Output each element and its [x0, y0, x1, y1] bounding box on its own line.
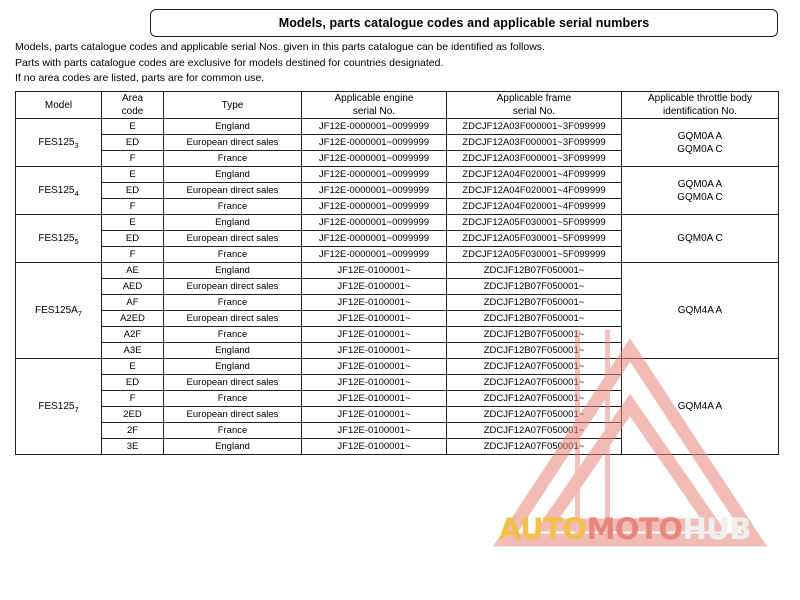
cell-area-code: A3E — [102, 343, 164, 359]
cell-engine-serial: JF12E-0100001~ — [302, 359, 447, 375]
cell-engine-serial: JF12E-0000001~0099999 — [302, 135, 447, 151]
cell-type: England — [164, 439, 302, 455]
col-header-frame-line1: Applicable frame — [496, 93, 572, 104]
throttle-id-line1: GQM4A A — [677, 305, 723, 316]
cell-frame-serial: ZDCJF12A07F050001~ — [447, 391, 622, 407]
cell-area-code: 3E — [102, 439, 164, 455]
cell-area-code: ED — [102, 375, 164, 391]
cell-engine-serial: JF12E-0100001~ — [302, 407, 447, 423]
cell-type: England — [164, 343, 302, 359]
cell-engine-serial: JF12E-0000001~0099999 — [302, 167, 447, 183]
col-header-model: Model — [16, 92, 102, 119]
cell-frame-serial: ZDCJF12A05F030001~5F099999 — [447, 231, 622, 247]
cell-frame-serial: ZDCJF12A07F050001~ — [447, 423, 622, 439]
cell-engine-serial: JF12E-0100001~ — [302, 391, 447, 407]
page-title-box — [150, 9, 778, 37]
cell-frame-serial: ZDCJF12B07F050001~ — [447, 311, 622, 327]
cell-throttle-id — [622, 359, 779, 455]
col-header-engine-serial — [302, 92, 447, 119]
cell-type: France — [164, 327, 302, 343]
col-header-area-code-line2: code — [121, 106, 144, 117]
col-header-throttle-line1: Applicable throttle body — [648, 93, 752, 104]
cell-frame-serial: ZDCJF12A07F050001~ — [447, 407, 622, 423]
page-title: Models, parts catalogue codes and applicable serial numbers — [278, 16, 650, 30]
cell-type: European direct sales — [164, 375, 302, 391]
cell-type: European direct sales — [164, 135, 302, 151]
cell-area-code: A2ED — [102, 311, 164, 327]
models-table — [15, 91, 779, 455]
cell-frame-serial: ZDCJF12A03F000001~3F099999 — [447, 135, 622, 151]
cell-type: England — [164, 119, 302, 135]
cell-frame-serial: ZDCJF12A05F030001~5F099999 — [447, 247, 622, 263]
cell-frame-serial: ZDCJF12A04F020001~4F099999 — [447, 199, 622, 215]
throttle-id-line2: GQM0A C — [677, 191, 723, 203]
col-header-area-code-line1: Area — [121, 93, 144, 104]
cell-model: $FES125_7$ — [16, 359, 102, 455]
cell-frame-serial: ZDCJF12B07F050001~ — [447, 343, 622, 359]
cell-type: France — [164, 391, 302, 407]
cell-type: England — [164, 167, 302, 183]
cell-engine-serial: JF12E-0100001~ — [302, 327, 447, 343]
throttle-id-line1: GQM0A A — [677, 178, 723, 190]
col-header-frame-line2: serial No. — [512, 106, 556, 117]
cell-engine-serial: JF12E-0000001~0099999 — [302, 231, 447, 247]
table-body — [16, 119, 779, 455]
col-header-engine-line1: Applicable engine — [334, 93, 414, 104]
table-row — [16, 263, 779, 279]
cell-model: $FES125_5$ — [16, 215, 102, 263]
cell-type: European direct sales — [164, 311, 302, 327]
cell-engine-serial: JF12E-0100001~ — [302, 439, 447, 455]
throttle-id-line2: GQM0A C — [677, 143, 723, 155]
cell-area-code: AF — [102, 295, 164, 311]
cell-area-code: E — [102, 359, 164, 375]
col-header-throttle-id — [622, 92, 779, 119]
cell-type: European direct sales — [164, 183, 302, 199]
cell-frame-serial: ZDCJF12A04F020001~4F099999 — [447, 183, 622, 199]
table-header-row — [16, 92, 779, 119]
cell-engine-serial: JF12E-0100001~ — [302, 311, 447, 327]
table-row — [16, 119, 779, 135]
cell-model: $FES125A_7$ — [16, 263, 102, 359]
cell-area-code: E — [102, 119, 164, 135]
cell-frame-serial: ZDCJF12A07F050001~ — [447, 439, 622, 455]
cell-throttle-id — [622, 263, 779, 359]
watermark-text-part1: AUTO — [499, 512, 587, 546]
cell-type: France — [164, 423, 302, 439]
cell-throttle-id — [622, 119, 779, 167]
cell-frame-serial: ZDCJF12A07F050001~ — [447, 359, 622, 375]
watermark-text — [455, 512, 795, 546]
cell-type: France — [164, 247, 302, 263]
cell-area-code: F — [102, 199, 164, 215]
table-row — [16, 359, 779, 375]
watermark-text-part2: MOTO — [586, 512, 683, 546]
cell-frame-serial: ZDCJF12B07F050001~ — [447, 327, 622, 343]
col-header-type: Type — [164, 92, 302, 119]
cell-engine-serial: JF12E-0100001~ — [302, 343, 447, 359]
cell-area-code: ED — [102, 183, 164, 199]
intro-line-2: Parts with parts catalogue codes are exclusive for models destined for countries designated. — [15, 56, 444, 69]
cell-type: France — [164, 151, 302, 167]
cell-engine-serial: JF12E-0000001~0099999 — [302, 183, 447, 199]
cell-type: European direct sales — [164, 231, 302, 247]
cell-area-code: ED — [102, 231, 164, 247]
cell-model: $FES125_4$ — [16, 167, 102, 215]
cell-engine-serial: JF12E-0100001~ — [302, 423, 447, 439]
cell-type: European direct sales — [164, 407, 302, 423]
intro-line-3: If no area codes are listed, parts are for common use. — [15, 72, 265, 84]
cell-frame-serial: ZDCJF12A05F030001~5F099999 — [447, 215, 622, 231]
col-header-frame-serial — [447, 92, 622, 119]
cell-area-code: 2F — [102, 423, 164, 439]
cell-area-code: E — [102, 167, 164, 183]
table-row — [16, 167, 779, 183]
cell-throttle-id — [622, 215, 779, 263]
watermark-text-part3: HUB — [682, 512, 751, 546]
cell-engine-serial: JF12E-0000001~0099999 — [302, 247, 447, 263]
cell-type: France — [164, 295, 302, 311]
cell-engine-serial: JF12E-0000001~0099999 — [302, 151, 447, 167]
cell-frame-serial: ZDCJF12A07F050001~ — [447, 375, 622, 391]
cell-frame-serial: ZDCJF12A03F000001~3F099999 — [447, 119, 622, 135]
intro-paragraph — [15, 40, 785, 87]
cell-type: European direct sales — [164, 279, 302, 295]
cell-engine-serial: JF12E-0100001~ — [302, 263, 447, 279]
cell-area-code: F — [102, 151, 164, 167]
cell-engine-serial: JF12E-0100001~ — [302, 279, 447, 295]
cell-frame-serial: ZDCJF12A03F000001~3F099999 — [447, 151, 622, 167]
cell-type: England — [164, 215, 302, 231]
cell-engine-serial: JF12E-0000001~0099999 — [302, 215, 447, 231]
throttle-id-line1: GQM4A A — [677, 401, 723, 412]
cell-frame-serial: ZDCJF12B07F050001~ — [447, 295, 622, 311]
col-header-throttle-line2: identification No. — [663, 106, 737, 117]
cell-area-code: 2ED — [102, 407, 164, 423]
cell-area-code: AED — [102, 279, 164, 295]
cell-type: France — [164, 199, 302, 215]
cell-area-code: ED — [102, 135, 164, 151]
table-row — [16, 215, 779, 231]
cell-throttle-id — [622, 167, 779, 215]
cell-area-code: A2F — [102, 327, 164, 343]
intro-line-1: Models, parts catalogue codes and applicable serial Nos. given in this parts catalogue can be identified as follows. — [15, 41, 545, 53]
cell-area-code: AE — [102, 263, 164, 279]
cell-type: England — [164, 359, 302, 375]
cell-area-code: E — [102, 215, 164, 231]
throttle-id-line1: GQM0A C — [677, 233, 723, 244]
cell-frame-serial: ZDCJF12B07F050001~ — [447, 263, 622, 279]
cell-area-code: F — [102, 391, 164, 407]
cell-engine-serial: JF12E-0100001~ — [302, 295, 447, 311]
cell-area-code: F — [102, 247, 164, 263]
cell-engine-serial: JF12E-0000001~0099999 — [302, 119, 447, 135]
cell-frame-serial: ZDCJF12A04F020001~4F099999 — [447, 167, 622, 183]
cell-engine-serial: JF12E-0000001~0099999 — [302, 199, 447, 215]
cell-frame-serial: ZDCJF12B07F050001~ — [447, 279, 622, 295]
cell-type: England — [164, 263, 302, 279]
col-header-engine-line2: serial No. — [352, 106, 396, 117]
col-header-area-code — [102, 92, 164, 119]
cell-engine-serial: JF12E-0100001~ — [302, 375, 447, 391]
cell-model: $FES125_3$ — [16, 119, 102, 167]
throttle-id-line1: GQM0A A — [677, 130, 723, 142]
